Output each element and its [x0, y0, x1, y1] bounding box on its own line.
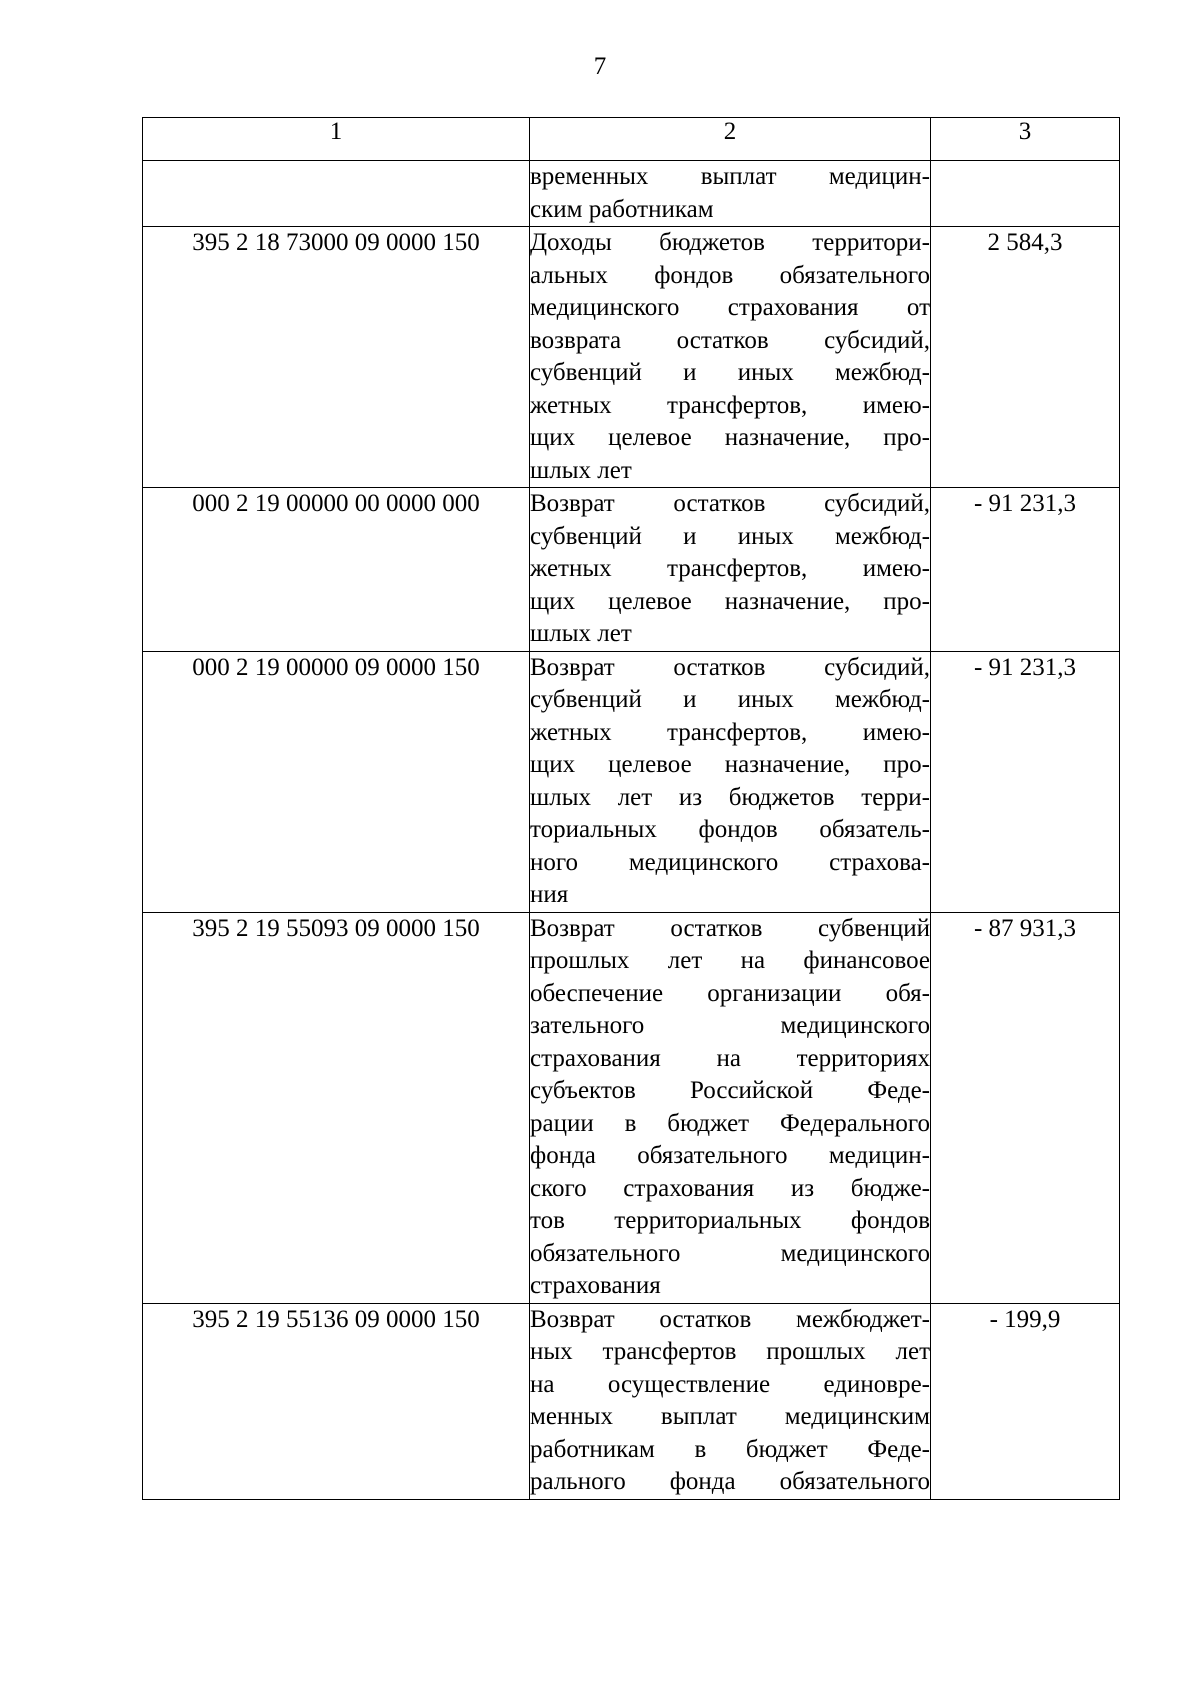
- description-line: обеспечение организации обя-: [530, 979, 930, 1007]
- description-line: субвенций и иных межбюд-: [530, 359, 930, 386]
- description-line: субвенций и иных межбюд-: [530, 686, 930, 713]
- row-code: 000 2 19 00000 00 0000 000: [143, 488, 530, 652]
- row-code: 395 2 19 55093 09 0000 150: [143, 912, 530, 1303]
- description-line: щих целевое назначение, про-: [530, 424, 930, 451]
- description-line: медицинского страхования от: [530, 294, 930, 321]
- description-line: тов территориальных фондов: [530, 1207, 930, 1234]
- table-body: [143, 161, 1120, 1500]
- description-line: шлых лет: [530, 620, 632, 647]
- description-line: шлых лет: [530, 456, 632, 484]
- description-line: жетных трансфертов, имею-: [530, 718, 930, 746]
- description-line: возврата остатков субсидий,: [530, 326, 930, 354]
- description-line: ским работникам: [530, 195, 714, 223]
- description-line: ского страхования из бюдже-: [530, 1174, 930, 1202]
- description-line: Возврат остатков субсидий,: [530, 653, 930, 681]
- description-line: щих целевое назначение, про-: [530, 751, 930, 778]
- description-line: фонда обязательного медицин-: [530, 1142, 930, 1169]
- description-line: субвенций и иных межбюд-: [530, 522, 930, 550]
- description-line: Возврат остатков субсидий,: [530, 490, 930, 517]
- row-code: [143, 161, 530, 227]
- row-amount: - 87 931,3: [931, 912, 1120, 1303]
- description-line: работникам в бюджет Феде-: [530, 1435, 930, 1463]
- description-line: субъектов Российской Феде-: [530, 1077, 930, 1104]
- description-line: ных трансфертов прошлых лет: [530, 1338, 930, 1365]
- row-amount: - 199,9: [931, 1303, 1120, 1499]
- description-line: рации в бюджет Федерального: [530, 1109, 930, 1137]
- table-row: [143, 1303, 1120, 1499]
- description-line: Возврат остатков межбюджет-: [530, 1305, 930, 1333]
- column-header-amount: 3: [931, 118, 1120, 161]
- table-row: [143, 161, 1120, 227]
- description-line: Доходы бюджетов территори-: [530, 229, 930, 256]
- description-line: зательного медицинского: [530, 1012, 930, 1039]
- row-code: 395 2 19 55136 09 0000 150: [143, 1303, 530, 1499]
- description-line: на осуществление единовре-: [530, 1370, 930, 1398]
- description-line: страхования на территориях: [530, 1044, 930, 1072]
- description-line: щих целевое назначение, про-: [530, 587, 930, 615]
- description-line: менных выплат медицинским: [530, 1403, 930, 1430]
- description-line: прошлых лет на финансовое: [530, 947, 930, 974]
- row-description: [530, 1303, 931, 1499]
- row-amount: 2 584,3: [931, 227, 1120, 488]
- description-line: обязательного медицинского: [530, 1239, 930, 1267]
- row-amount: - 91 231,3: [931, 651, 1120, 912]
- budget-table: [142, 117, 1120, 1500]
- row-description: [530, 227, 931, 488]
- table-row: [143, 912, 1120, 1303]
- column-header-description: 2: [530, 118, 931, 161]
- description-line: ториальных фондов обязатель-: [530, 816, 930, 843]
- description-line: жетных трансфертов, имею-: [530, 391, 930, 419]
- page-number: 7: [593, 53, 607, 80]
- description-line: ного медицинского страхова-: [530, 848, 930, 876]
- row-description: [530, 488, 931, 652]
- row-code: 000 2 19 00000 09 0000 150: [143, 651, 530, 912]
- description-line: альных фондов обязательного: [530, 261, 930, 289]
- row-description: [530, 651, 931, 912]
- description-line: жетных трансфертов, имею-: [530, 555, 930, 582]
- column-header-code: 1: [143, 118, 530, 161]
- header-row: [143, 118, 1120, 161]
- description-line: временных выплат медицин-: [530, 163, 930, 190]
- row-amount: - 91 231,3: [931, 488, 1120, 652]
- table-row: [143, 227, 1120, 488]
- table-row: [143, 651, 1120, 912]
- description-line: страхования: [530, 1272, 661, 1299]
- description-line: Возврат остатков субвенций: [530, 914, 930, 942]
- row-code: 395 2 18 73000 09 0000 150: [143, 227, 530, 488]
- row-description: [530, 161, 931, 227]
- description-line: ния: [530, 881, 569, 908]
- table-row: [143, 488, 1120, 652]
- row-amount: [931, 161, 1120, 227]
- description-line: шлых лет из бюджетов терри-: [530, 783, 930, 811]
- row-description: [530, 912, 931, 1303]
- description-line: рального фонда обязательного: [530, 1468, 930, 1495]
